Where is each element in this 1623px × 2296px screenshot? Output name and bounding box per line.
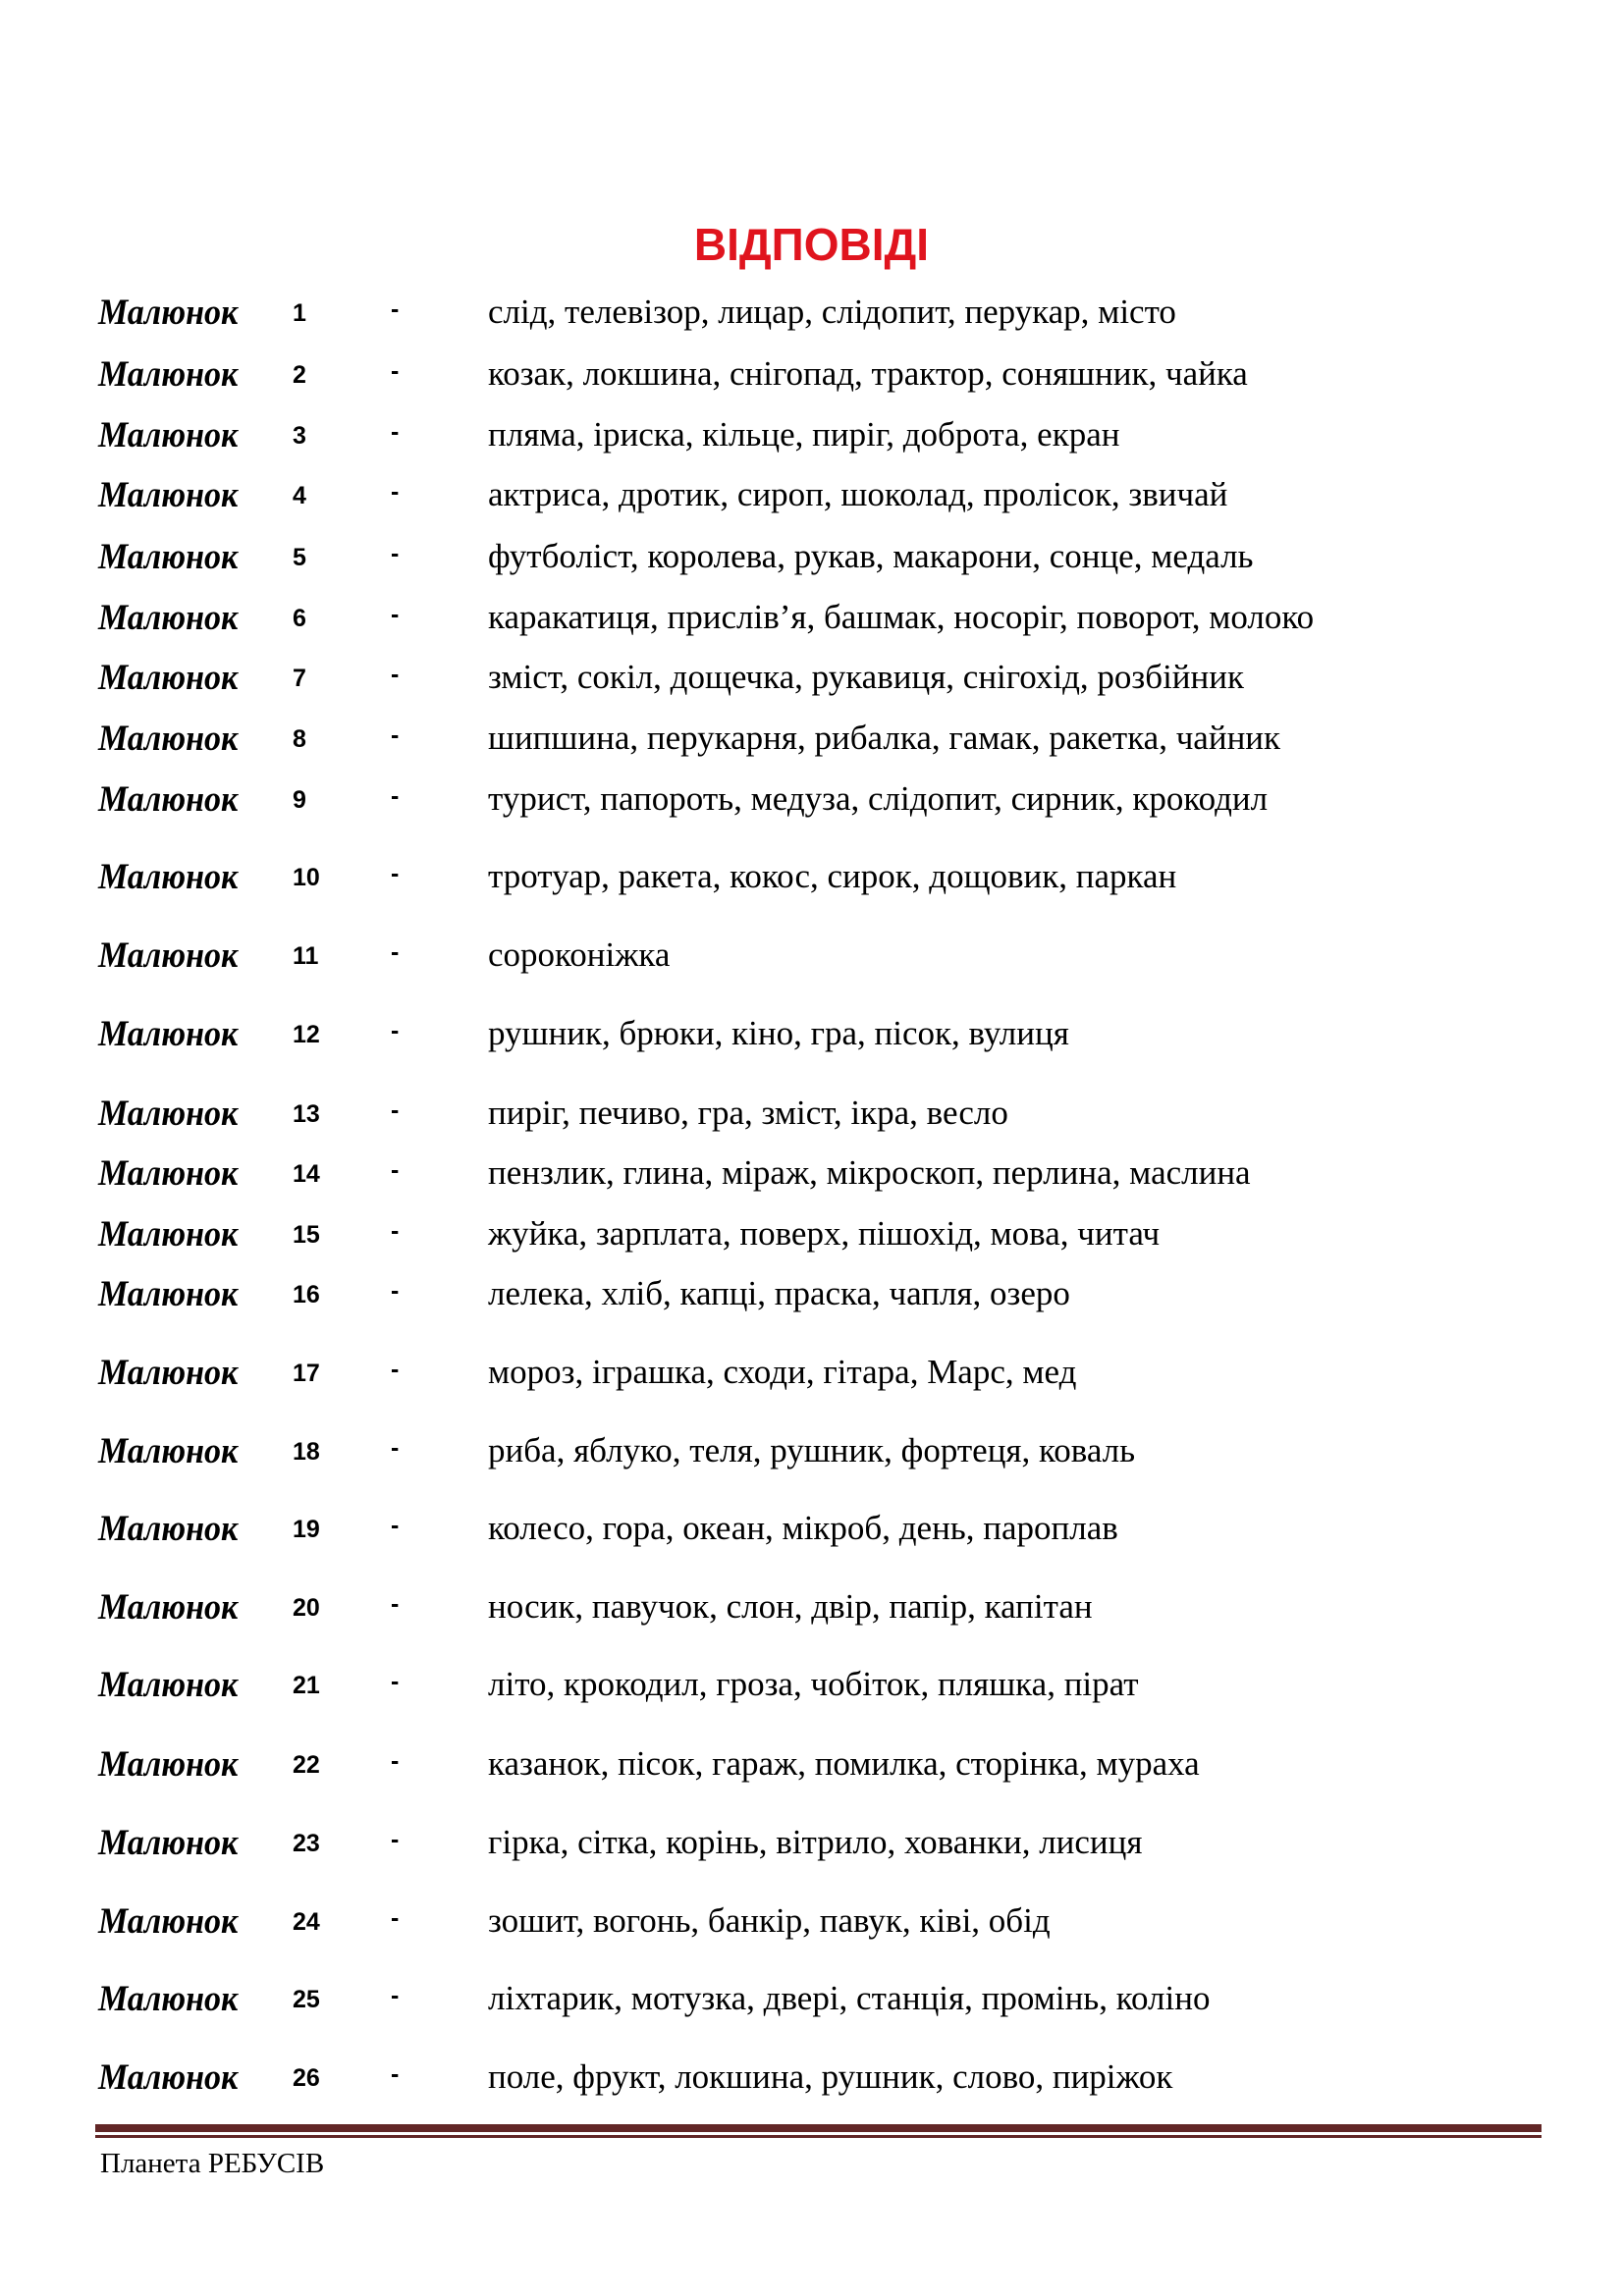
row-answer: пиріг, печиво, гра, зміст, ікра, весло	[488, 1094, 1008, 1132]
row-label: Малюнок	[98, 719, 239, 759]
row-separator: -	[391, 1156, 400, 1184]
row-answer: колесо, гора, океан, мікроб, день, пароплав	[488, 1509, 1118, 1547]
row-separator: -	[391, 478, 400, 506]
row-label: Малюнок	[98, 658, 239, 698]
row-number: 6	[293, 605, 306, 632]
row-label: Малюнок	[98, 1214, 239, 1255]
row-number: 19	[293, 1516, 320, 1543]
answer-row	[0, 414, 1623, 463]
row-answer: зошит, вогонь, банкір, павук, ківі, обід	[488, 1901, 1051, 1940]
row-number: 16	[293, 1281, 320, 1308]
row-number: 23	[293, 1830, 320, 1857]
row-number: 4	[293, 482, 306, 509]
row-label: Малюнок	[98, 1509, 239, 1549]
answer-row	[0, 1743, 1623, 1792]
row-answer: рушник, брюки, кіно, гра, пісок, вулиця	[488, 1014, 1069, 1052]
row-separator: -	[391, 1590, 400, 1618]
row-separator: -	[391, 1356, 400, 1383]
row-number: 20	[293, 1594, 320, 1622]
footer-text: Планета РЕБУСІВ	[100, 2148, 325, 2179]
row-number: 24	[293, 1908, 320, 1936]
row-label: Малюнок	[98, 415, 239, 455]
row-label: Малюнок	[98, 2057, 239, 2098]
row-label: Малюнок	[98, 1094, 239, 1134]
row-answer: жуйка, зарплата, поверх, пішохід, мова, читач	[488, 1214, 1161, 1253]
row-label: Малюнок	[98, 1665, 239, 1705]
row-answer: актриса, дротик, сироп, шоколад, пролісок, звичай	[488, 475, 1228, 513]
row-number: 13	[293, 1100, 320, 1128]
row-separator: -	[391, 295, 400, 323]
row-separator: -	[391, 938, 400, 966]
answer-row	[0, 1213, 1623, 1262]
row-number: 2	[293, 361, 306, 389]
row-label: Малюнок	[98, 354, 239, 395]
row-label: Малюнок	[98, 537, 239, 577]
row-separator: -	[391, 601, 400, 628]
row-separator: -	[391, 1017, 400, 1044]
row-number: 10	[293, 864, 320, 891]
row-answer: козак, локшина, снігопад, трактор, соняшник, чайка	[488, 354, 1248, 393]
answer-row	[0, 1093, 1623, 1142]
row-separator: -	[391, 1668, 400, 1695]
footer-divider-thin	[95, 2135, 1542, 2138]
row-label: Малюнок	[98, 475, 239, 515]
row-separator: -	[391, 357, 400, 385]
answer-row	[0, 1822, 1623, 1871]
row-separator: -	[391, 1747, 400, 1775]
row-number: 3	[293, 422, 306, 450]
answer-row	[0, 2056, 1623, 2106]
answer-row	[0, 778, 1623, 828]
row-separator: -	[391, 418, 400, 446]
row-number: 21	[293, 1672, 320, 1699]
row-label: Малюнок	[98, 1901, 239, 1942]
row-answer: пляма, іриска, кільце, пиріг, доброта, екран	[488, 415, 1120, 454]
row-separator: -	[391, 721, 400, 749]
row-answer: риба, яблуко, теля, рушник, фортеця, коваль	[488, 1431, 1136, 1469]
row-number: 11	[293, 942, 319, 970]
row-separator: -	[391, 540, 400, 567]
row-label: Малюнок	[98, 598, 239, 638]
row-answer: сороконіжка	[488, 935, 671, 974]
answer-row	[0, 1508, 1623, 1557]
row-number: 17	[293, 1360, 320, 1387]
row-number: 1	[293, 299, 306, 327]
answer-row	[0, 1013, 1623, 1062]
row-number: 9	[293, 786, 306, 814]
row-separator: -	[391, 1826, 400, 1853]
answer-row	[0, 718, 1623, 767]
answer-row	[0, 597, 1623, 646]
row-label: Малюнок	[98, 779, 239, 820]
page-title: ВІДПОВІДІ	[693, 219, 930, 270]
row-number: 7	[293, 665, 306, 692]
row-label: Малюнок	[98, 293, 239, 333]
row-label: Малюнок	[98, 1587, 239, 1628]
row-answer: мороз, іграшка, сходи, гітара, Марс, мед	[488, 1353, 1077, 1391]
row-number: 26	[293, 2064, 320, 2092]
row-label: Малюнок	[98, 1431, 239, 1471]
row-label: Малюнок	[98, 1353, 239, 1393]
footer-divider	[95, 2124, 1542, 2132]
row-label: Малюнок	[98, 1979, 239, 2019]
row-separator: -	[391, 782, 400, 810]
row-answer: казанок, пісок, гараж, помилка, сторінка, мураха	[488, 1744, 1200, 1783]
row-label: Малюнок	[98, 1014, 239, 1054]
row-answer: ліхтарик, мотузка, двері, станція, промінь, коліно	[488, 1979, 1211, 2017]
row-answer: шипшина, перукарня, рибалка, гамак, ракетка, чайник	[488, 719, 1281, 757]
row-separator: -	[391, 1096, 400, 1124]
answer-row	[0, 657, 1623, 706]
row-number: 25	[293, 1986, 320, 2013]
answer-row	[0, 1664, 1623, 1713]
row-number: 5	[293, 544, 306, 571]
answer-row	[0, 292, 1623, 341]
row-number: 12	[293, 1021, 320, 1048]
row-separator: -	[391, 1512, 400, 1539]
answer-row	[0, 1430, 1623, 1479]
answer-row	[0, 353, 1623, 402]
row-answer: слід, телевізор, лицар, слідопит, перукар, місто	[488, 293, 1176, 331]
row-answer: літо, крокодил, гроза, чобіток, пляшка, пірат	[488, 1665, 1139, 1703]
answer-row	[0, 536, 1623, 585]
row-separator: -	[391, 1277, 400, 1305]
answer-row	[0, 1978, 1623, 2027]
row-label: Малюнок	[98, 1274, 239, 1314]
answer-row	[0, 474, 1623, 523]
row-separator: -	[391, 860, 400, 887]
answer-row	[0, 934, 1623, 984]
row-answer: поле, фрукт, локшина, рушник, слово, пиріжок	[488, 2057, 1173, 2096]
row-label: Малюнок	[98, 1823, 239, 1863]
row-answer: пензлик, глина, міраж, мікроскоп, перлина, маслина	[488, 1153, 1251, 1192]
row-answer: футболіст, королева, рукав, макарони, сонце, медаль	[488, 537, 1254, 575]
row-answer: зміст, сокіл, дощечка, рукавиця, снігохід, розбійник	[488, 658, 1244, 696]
row-number: 18	[293, 1438, 320, 1466]
row-separator: -	[391, 1904, 400, 1932]
answer-row	[0, 1352, 1623, 1401]
row-label: Малюнок	[98, 1153, 239, 1194]
row-answer: турист, папороть, медуза, слідопит, сирник, крокодил	[488, 779, 1269, 818]
row-answer: лелека, хліб, капці, праска, чапля, озеро	[488, 1274, 1070, 1312]
row-number: 22	[293, 1751, 320, 1779]
row-number: 8	[293, 725, 306, 753]
answer-row	[0, 1900, 1623, 1949]
row-separator: -	[391, 1982, 400, 2009]
row-label: Малюнок	[98, 857, 239, 897]
row-separator: -	[391, 2060, 400, 2088]
row-answer: носик, павучок, слон, двір, папір, капітан	[488, 1587, 1093, 1626]
answer-row	[0, 1152, 1623, 1201]
row-answer: тротуар, ракета, кокос, сирок, дощовик, паркан	[488, 857, 1177, 895]
answer-row	[0, 1586, 1623, 1635]
row-label: Малюнок	[98, 935, 239, 976]
answer-row	[0, 856, 1623, 905]
row-label: Малюнок	[98, 1744, 239, 1785]
row-number: 15	[293, 1221, 320, 1249]
answer-row	[0, 1273, 1623, 1322]
row-separator: -	[391, 1434, 400, 1462]
row-separator: -	[391, 661, 400, 688]
row-answer: гірка, сітка, корінь, вітрило, хованки, лисиця	[488, 1823, 1143, 1861]
row-number: 14	[293, 1160, 320, 1188]
row-separator: -	[391, 1217, 400, 1245]
row-answer: каракатиця, прислів’я, башмак, носоріг, поворот, молоко	[488, 598, 1315, 636]
